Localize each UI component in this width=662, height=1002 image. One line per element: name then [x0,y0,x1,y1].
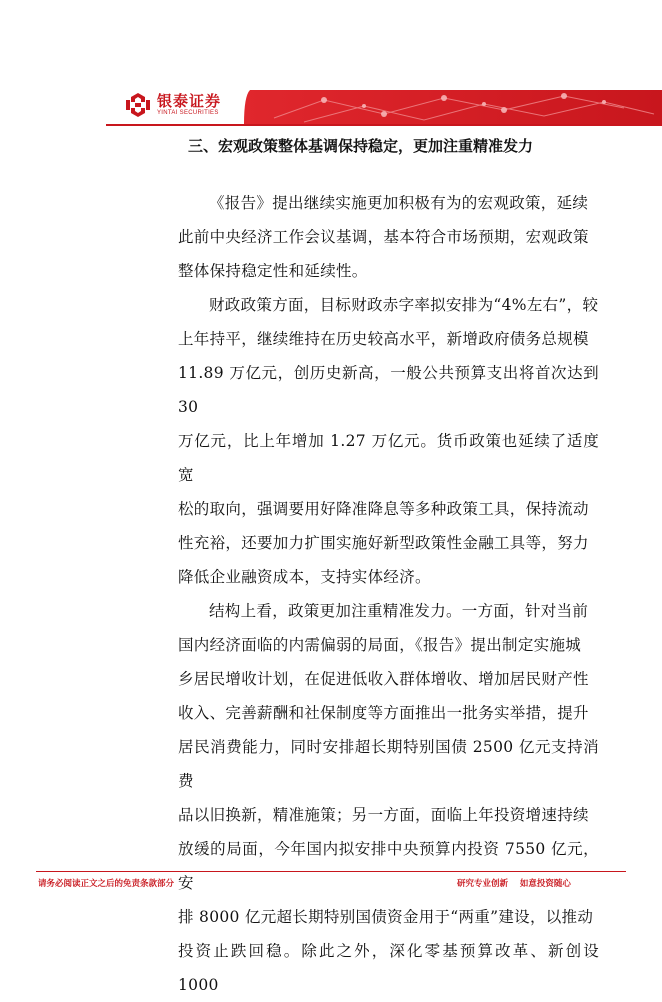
logo-chinese-name: 银泰证券 [157,92,222,110]
company-logo [123,92,221,118]
footer-slogan: 研究专业创新 如意投资随心 [457,879,571,889]
header-divider [106,124,662,126]
header-banner [244,90,662,124]
paragraph: 结构上看，政策更加注重精准发力。一方面，针对当前 国内经济面临的内需偏弱的局面，《报告》提出制定实施城 乡居民增收计划，在促进低收入群体增收、增加居民财产性 收入、完善薪酬和社保制度等方面推出一批务实举措，提升 居民消费能力，同时安排超长期特别国债 2500 亿元支持消费 品以旧换新，精准施策；另一方面，面临上年投资增速持续 放缓的局面，今年国内拟安排中央预算内投资 7550 亿元，安 排 8000 亿元超长期特别国债资金用于“两重”建设，以推动 投资止跌回稳。除此之外，深化零基预算改革、新创设 1000 [178,602,599,994]
page-header [0,82,662,126]
logo-icon [123,92,153,118]
paragraph: 《报告》提出继续实施更加积极有为的宏观政策，延续 此前中央经济工作会议基调，基本符合市场预期，宏观政策 整体保持稳定性和延续性。 [178,194,589,280]
footer-disclaimer: 请务必阅读正文之后的免责条款部分 [38,879,175,889]
footer-divider [36,871,626,872]
section-title: 三、宏观政策整体基调保持稳定，更加注重精准发力 [188,137,534,155]
logo-english-name: YINTAI SECURITIES [157,110,219,116]
paragraph: 财政政策方面，目标财政赤字率拟安排为“4%左右”，较 上年持平，继续维持在历史较高水平，新增政府债务总规模 11.89 万亿元，创历史新高，一般公共预算支出将首次达到 30 万亿元，比上年增加 1.27 万亿元。货币政策也延续了适度宽 松的取向，强调要用好降准降息等多种政策工具，保持流动 性充裕，还要加力扩围实施好新型政策性金融工具等，努力 降低企业融资成本，支持实体经济。 [178,296,599,586]
